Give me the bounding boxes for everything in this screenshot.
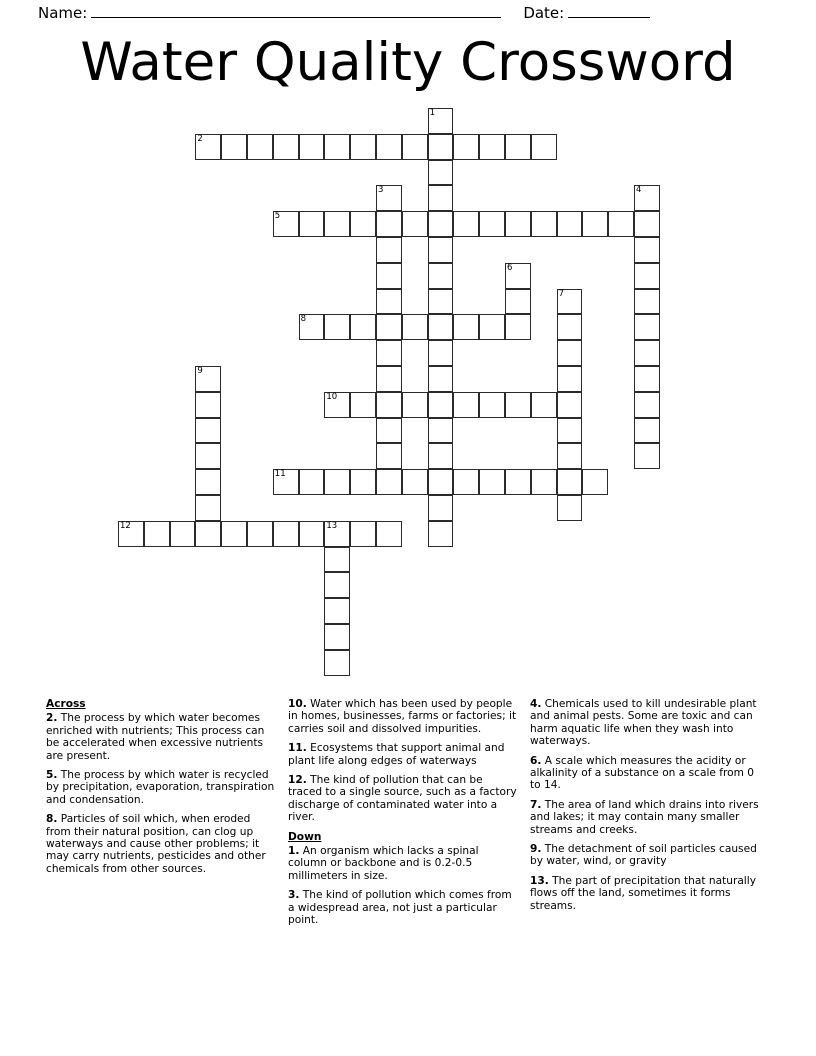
- crossword-cell[interactable]: [376, 418, 402, 444]
- crossword-cell[interactable]: [531, 134, 557, 160]
- crossword-cell[interactable]: [428, 185, 454, 211]
- crossword-cell[interactable]: [634, 392, 660, 418]
- cell-number-10: 10: [326, 391, 338, 402]
- crossword-cell[interactable]: [376, 185, 402, 211]
- crossword-cell[interactable]: [428, 521, 454, 547]
- crossword-cell[interactable]: [557, 443, 583, 469]
- crossword-cell[interactable]: [557, 495, 583, 521]
- crossword-cell[interactable]: [324, 211, 350, 237]
- crossword-cell[interactable]: [453, 314, 479, 340]
- crossword-cell[interactable]: [195, 469, 221, 495]
- crossword-cell[interactable]: [273, 134, 299, 160]
- crossword-cell[interactable]: [324, 314, 350, 340]
- crossword-cell[interactable]: [479, 211, 505, 237]
- crossword-cell[interactable]: [299, 469, 325, 495]
- clue-column-2: [288, 698, 520, 934]
- crossword-cell[interactable]: [376, 469, 402, 495]
- cell-number-9: 9: [197, 366, 203, 376]
- cell-number-13: 13: [326, 520, 338, 531]
- crossword-cell[interactable]: [634, 289, 660, 315]
- clues-section: [0, 698, 816, 998]
- crossword-cell[interactable]: [428, 108, 454, 134]
- crossword-cell[interactable]: [453, 392, 479, 418]
- crossword-cell[interactable]: [634, 237, 660, 263]
- crossword-cell[interactable]: [428, 340, 454, 366]
- cell-number-1: 1: [429, 108, 436, 118]
- clue-text: A scale which measures the acidity or alkalinity of a substance on a scale from 0 to 14.: [530, 754, 755, 792]
- crossword-cell[interactable]: [428, 443, 454, 469]
- clue-across-10: [288, 698, 520, 735]
- crossword-cell[interactable]: [402, 392, 428, 418]
- crossword-cell[interactable]: [376, 340, 402, 366]
- clue-down-9: [530, 843, 766, 868]
- clue-number: 10.: [288, 698, 307, 710]
- crossword-cell[interactable]: [376, 314, 402, 340]
- crossword-cell[interactable]: [428, 289, 454, 315]
- clue-down-3: [288, 889, 520, 926]
- crossword-cell[interactable]: [350, 392, 376, 418]
- crossword-cell[interactable]: [428, 495, 454, 521]
- crossword-cell[interactable]: [350, 211, 376, 237]
- crossword-cell[interactable]: [376, 289, 402, 315]
- crossword-cell[interactable]: [505, 392, 531, 418]
- clue-number: 1.: [288, 845, 300, 858]
- crossword-cell[interactable]: [195, 521, 221, 547]
- crossword-cell[interactable]: [428, 469, 454, 495]
- crossword-cell[interactable]: [350, 314, 376, 340]
- crossword-cell[interactable]: [195, 495, 221, 521]
- clue-across-12: [288, 774, 520, 824]
- crossword-cell[interactable]: [428, 418, 454, 444]
- crossword-cell[interactable]: [428, 211, 454, 237]
- clue-number: 8.: [46, 813, 58, 826]
- crossword-cell[interactable]: [531, 469, 557, 495]
- crossword-cell[interactable]: [531, 392, 557, 418]
- clue-number: 9.: [530, 843, 542, 856]
- crossword-cell[interactable]: [118, 521, 144, 547]
- crossword-cell[interactable]: [273, 521, 299, 547]
- crossword-cell[interactable]: [170, 521, 196, 547]
- clue-text: Particles of soil which, when eroded from their natural position, can clog up waterways and cause other problems; it may carry nutrients, pesticides and other chemicals from other sources.: [46, 813, 266, 875]
- clue-number: 7.: [530, 798, 542, 811]
- crossword-cell[interactable]: [557, 366, 583, 392]
- crossword-cell[interactable]: [557, 340, 583, 366]
- crossword-cell[interactable]: [479, 392, 505, 418]
- crossword-cell[interactable]: [350, 469, 376, 495]
- crossword-cell[interactable]: [402, 134, 428, 160]
- crossword-cell[interactable]: [350, 134, 376, 160]
- crossword-cell[interactable]: [634, 211, 660, 237]
- crossword-cell[interactable]: [608, 211, 634, 237]
- crossword-cell[interactable]: [350, 521, 376, 547]
- crossword-cell[interactable]: [505, 469, 531, 495]
- clue-column-1: [46, 698, 278, 882]
- clue-across-5: [46, 769, 278, 806]
- crossword-cell[interactable]: [634, 263, 660, 289]
- crossword-cell[interactable]: [324, 624, 350, 650]
- crossword-cell[interactable]: [195, 443, 221, 469]
- crossword-cell[interactable]: [428, 263, 454, 289]
- crossword-cell[interactable]: [376, 134, 402, 160]
- crossword-cell[interactable]: [428, 134, 454, 160]
- clue-down-1: [288, 845, 520, 882]
- crossword-cell[interactable]: [634, 366, 660, 392]
- clue-text: The kind of pollution that can be traced to a single source, such as a factory discharge of contaminated water into a river.: [288, 774, 517, 824]
- clue-column-3: [530, 698, 766, 919]
- clue-number: 11.: [288, 742, 307, 755]
- crossword-cell[interactable]: [324, 521, 350, 547]
- crossword-cell[interactable]: [505, 134, 531, 160]
- crossword-cell[interactable]: [428, 366, 454, 392]
- name-label: Name:: [38, 4, 88, 22]
- crossword-cell[interactable]: [557, 289, 583, 315]
- crossword-cell[interactable]: [299, 211, 325, 237]
- crossword-cell[interactable]: [273, 469, 299, 495]
- clue-text: The process by which water is recycled by precipitation, evaporation, transpiration and condensation.: [46, 769, 275, 806]
- crossword-cell[interactable]: [376, 211, 402, 237]
- crossword-cell[interactable]: [324, 469, 350, 495]
- crossword-cell[interactable]: [324, 134, 350, 160]
- crossword-cell[interactable]: [428, 160, 454, 186]
- across-heading: Across: [46, 698, 86, 710]
- clue-text: The area of land which drains into rivers and lakes; it may contain many smaller streams and creeks.: [530, 798, 759, 836]
- cell-number-4: 4: [636, 185, 642, 196]
- crossword-cell[interactable]: [376, 263, 402, 289]
- crossword-cell[interactable]: [479, 314, 505, 340]
- clue-across-8: [46, 813, 278, 875]
- crossword-cell[interactable]: [505, 211, 531, 237]
- clue-down-7: [530, 799, 766, 836]
- crossword-cell[interactable]: [324, 392, 350, 418]
- crossword-cell[interactable]: [324, 598, 350, 624]
- crossword-cell[interactable]: [221, 521, 247, 547]
- crossword-cell[interactable]: [299, 134, 325, 160]
- cell-number-3: 3: [378, 185, 384, 196]
- clue-number: 12.: [288, 774, 307, 787]
- crossword-cell[interactable]: [195, 134, 221, 160]
- crossword-cell[interactable]: [402, 469, 428, 495]
- clue-text: Ecosystems that support animal and plant life along edges of waterways: [288, 742, 505, 767]
- crossword-cell[interactable]: [634, 314, 660, 340]
- crossword-cell[interactable]: [557, 211, 583, 237]
- crossword-cell[interactable]: [195, 418, 221, 444]
- crossword-cell[interactable]: [479, 469, 505, 495]
- cell-number-6: 6: [507, 262, 513, 273]
- date-label: Date:: [523, 4, 565, 22]
- clue-down-13: [530, 875, 766, 912]
- page-title: Water Quality Crossword: [80, 32, 736, 93]
- crossword-cell[interactable]: [247, 134, 273, 160]
- crossword-cell[interactable]: [324, 572, 350, 598]
- crossword-cell[interactable]: [376, 521, 402, 547]
- clue-text: The detachment of soil particles caused by water, wind, or gravity: [530, 843, 757, 868]
- cell-number-2: 2: [197, 133, 203, 144]
- crossword-cell[interactable]: [195, 366, 221, 392]
- crossword-cell[interactable]: [634, 185, 660, 211]
- crossword-cell[interactable]: [221, 134, 247, 160]
- crossword-cell[interactable]: [402, 211, 428, 237]
- clue-number: 3.: [288, 889, 300, 902]
- clue-number: 5.: [46, 769, 58, 782]
- clue-number: 6.: [530, 754, 542, 767]
- crossword-cell[interactable]: [453, 469, 479, 495]
- crossword-cell[interactable]: [557, 418, 583, 444]
- crossword-cell[interactable]: [505, 289, 531, 315]
- clue-across-2: [46, 712, 278, 762]
- crossword-cell[interactable]: [557, 392, 583, 418]
- clue-number: 13.: [530, 874, 549, 887]
- crossword-cell[interactable]: [531, 211, 557, 237]
- crossword-cell[interactable]: [557, 314, 583, 340]
- crossword-cell[interactable]: [324, 650, 350, 676]
- crossword-cell[interactable]: [557, 469, 583, 495]
- crossword-cell[interactable]: [299, 314, 325, 340]
- clue-text: Water which has been used by people in homes, businesses, farms or factories; it carries soil and dissolved impurities.: [288, 698, 517, 735]
- clue-text: The kind of pollution which comes from a widespread area, not just a particular point.: [288, 889, 512, 927]
- cell-number-8: 8: [300, 314, 307, 325]
- clue-down-6: [530, 755, 766, 792]
- clue-text: The part of precipitation that naturally flows off the land, sometimes it forms streams.: [530, 874, 756, 912]
- crossword-cell[interactable]: [195, 392, 221, 418]
- crossword-cell[interactable]: [428, 314, 454, 340]
- cell-number-5: 5: [274, 211, 281, 222]
- clue-text: An organism which lacks a spinal column or backbone and is 0.2-0.5 millimeters in size.: [288, 845, 479, 882]
- crossword-cell[interactable]: [582, 211, 608, 237]
- crossword-cell[interactable]: [376, 237, 402, 263]
- clue-text: The process by which water becomes enriched with nutrients; This process can be accelerated when excessive nutrients are present.: [46, 712, 265, 762]
- crossword-cell[interactable]: [505, 263, 531, 289]
- crossword-cell[interactable]: [324, 547, 350, 573]
- crossword-cell[interactable]: [453, 134, 479, 160]
- cell-number-7: 7: [558, 288, 565, 299]
- crossword-cell[interactable]: [428, 392, 454, 418]
- clue-number: 4.: [530, 698, 542, 710]
- crossword-cell[interactable]: [299, 521, 325, 547]
- crossword-cell[interactable]: [376, 366, 402, 392]
- crossword-cell[interactable]: [273, 211, 299, 237]
- crossword-cell[interactable]: [634, 443, 660, 469]
- cell-number-11: 11: [274, 469, 286, 480]
- crossword-cell[interactable]: [479, 134, 505, 160]
- crossword-cell[interactable]: [453, 211, 479, 237]
- crossword-cell[interactable]: [582, 469, 608, 495]
- down-heading: Down: [288, 830, 322, 843]
- clue-number: 2.: [46, 712, 58, 725]
- crossword-cell[interactable]: [428, 237, 454, 263]
- crossword-cell[interactable]: [247, 521, 273, 547]
- crossword-cell[interactable]: [376, 392, 402, 418]
- clue-down-4: [530, 698, 766, 748]
- crossword-cell[interactable]: [634, 340, 660, 366]
- clue-text: Chemicals used to kill undesirable plant and animal pests. Some are toxic and can harm aquatic life when they wash into waterways.: [530, 698, 757, 748]
- crossword-cell[interactable]: [376, 443, 402, 469]
- cell-number-12: 12: [120, 520, 131, 531]
- crossword-cell[interactable]: [634, 418, 660, 444]
- clue-across-11: [288, 742, 520, 767]
- crossword-cell[interactable]: [144, 521, 170, 547]
- crossword-cell[interactable]: [402, 314, 428, 340]
- crossword-cell[interactable]: [505, 314, 531, 340]
